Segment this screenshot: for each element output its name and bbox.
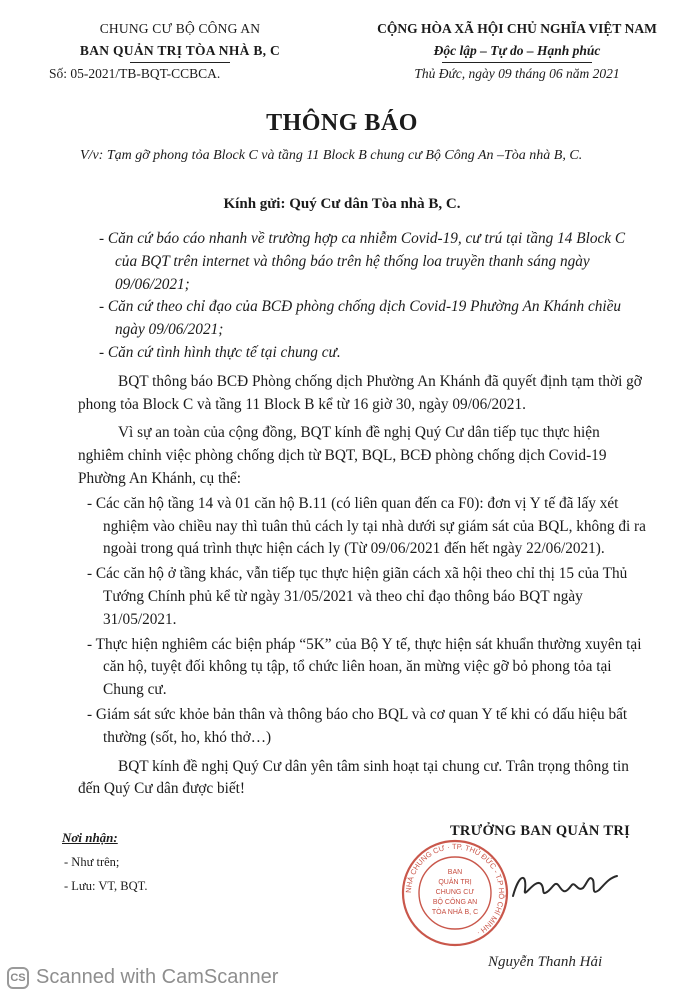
- handwritten-signature: [505, 866, 625, 906]
- official-stamp: [400, 838, 510, 948]
- citations-list: [78, 228, 648, 365]
- national-motto: Độc lập – Tự do – Hạnh phúc: [433, 43, 601, 58]
- document-body: [78, 228, 648, 801]
- recipients-heading: Nơi nhận:: [62, 830, 118, 845]
- signer-title: TRƯỞNG BAN QUẢN TRỊ: [449, 823, 631, 839]
- header-right-block: [360, 18, 674, 85]
- document-subject: V/v: Tạm gỡ phong tỏa Block C và tầng 11 Block B chung cư Bộ Công An –Tòa nhà B, C.: [80, 148, 583, 163]
- document-title: THÔNG BÁO: [266, 110, 418, 136]
- task-list: [78, 493, 648, 750]
- header-left-block: [45, 18, 315, 85]
- svg-text:NHÀ CHUNG CƯ · TP. THỦ ĐỨC - T: NHÀ CHUNG CƯ · TP. THỦ ĐỨC - T.P HỒ CHÍ MINH ·: [403, 841, 507, 938]
- greeting: Kính gửi: Quý Cư dân Tòa nhà B, C.: [223, 196, 461, 212]
- svg-text:BỘ CÔNG AN: BỘ CÔNG AN: [432, 899, 478, 906]
- task-item: - Các căn hộ ở tầng khác, vẫn tiếp tục thực hiện giãn cách xã hội theo chỉ thị 15 của Thủ Tướng Chính phủ kể từ ngày 31/05/2021 và theo chỉ đạo thông báo BQT ngày 31/05/2021.: [87, 565, 628, 628]
- organization-name: CHUNG CƯ BỘ CÔNG AN: [99, 21, 261, 36]
- recipients-block: [62, 826, 148, 898]
- place-date: Thủ Đức, ngày 09 tháng 06 năm 2021: [414, 66, 620, 81]
- svg-text:BAN: BAN: [447, 869, 463, 876]
- request-paragraph: Vì sự an toàn của cộng đồng, BQT kính đề nghị Quý Cư dân tiếp tục thực hiện nghiêm chỉnh việc phòng chống dịch từ BQT, BQL, BCĐ phòng chống dịch Covid-19 Phường An Khánh, cụ thể:: [78, 424, 607, 487]
- announcement-paragraph: BQT thông báo BCĐ Phòng chống dịch Phường An Khánh đã quyết định tạm thời gỡ phong tỏa Block C và tầng 11 Block B kể từ 16 giờ 30, ngày 09/06/2021.: [78, 372, 642, 413]
- document-number: Số: 05-2021/TB-BQT-CCBCA.: [49, 66, 221, 81]
- watermark-text: Scanned with CamScanner: [36, 966, 279, 988]
- camscanner-logo-icon: CS: [7, 967, 29, 989]
- task-item: - Giám sát sức khỏe bản thân và thông báo cho BQL và cơ quan Y tế khi có dấu hiệu bất thường (sốt, ho, khó thở…): [87, 705, 628, 746]
- recipient-line: - Lưu: VT, BQT.: [64, 879, 148, 893]
- task-item: - Thực hiện nghiêm các biện pháp “5K” của Bộ Y tế, thực hiện sát khuẩn thường xuyên tại căn hộ, tuyệt đối không tụ tập, tổ chức liên hoan, ăn mừng việc gỡ bỏ phong tỏa tại Chung cư.: [87, 635, 642, 699]
- svg-text:TÒA NHÀ B, C: TÒA NHÀ B, C: [431, 909, 479, 916]
- board-name: BAN QUẢN TRỊ TÒA NHÀ B, C: [79, 43, 281, 58]
- citation-item: - Căn cứ tình hình thực tế tại chung cư.: [99, 343, 341, 361]
- task-item: - Các căn hộ tầng 14 và 01 căn hộ B.11 (có liên quan đến ca F0): đơn vị Y tế đã lấy xét nghiệm vào chiều nay thì tuân thủ cách ly tại nhà dưới sự giám sát của BQL, không đi ra ngoài trong quá trình thực hiện cách ly (Từ 09/06/2021 đến hết ngày 22/06/2021).: [87, 494, 646, 558]
- citation-item: - Căn cứ theo chỉ đạo của BCĐ phòng chống dịch Covid-19 Phường An Khánh chiều ngày 09/06/2021;: [99, 298, 622, 339]
- closing-paragraph: BQT kính đề nghị Quý Cư dân yên tâm sinh hoạt tại chung cư. Trân trọng thông tin đến Quý Cư dân được biết!: [78, 757, 629, 798]
- svg-text:CHUNG CƯ: CHUNG CƯ: [435, 889, 475, 896]
- recipient-line: - Như trên;: [64, 855, 120, 869]
- country-name: CỘNG HÒA XÃ HỘI CHỦ NGHĨA VIỆT NAM: [377, 21, 657, 36]
- svg-text:QUẢN TRỊ: QUẢN TRỊ: [438, 879, 472, 886]
- scanner-watermark: [0, 963, 420, 995]
- signer-name: Nguyễn Thanh Hải: [488, 954, 603, 970]
- citation-item: - Căn cứ báo cáo nhanh về trường hợp ca nhiễm Covid-19, cư trú tại tầng 14 Block C của BQT trên internet và thông báo trên hệ thống loa truyền thanh sáng ngày 09/06/2021;: [99, 230, 626, 293]
